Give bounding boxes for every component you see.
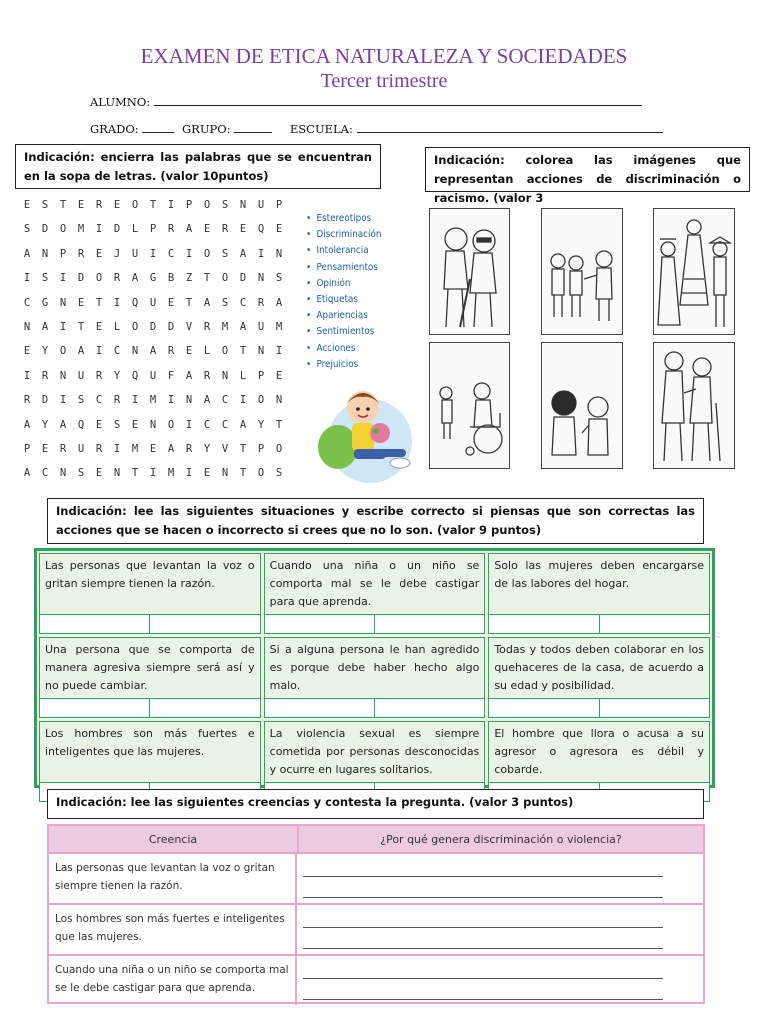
word-search-letter[interactable]: R bbox=[41, 369, 49, 382]
word-search-letter[interactable]: A bbox=[149, 345, 157, 358]
word-search-letter[interactable]: Y bbox=[41, 345, 49, 358]
word-search-letter[interactable]: E bbox=[131, 418, 139, 431]
word-search-row bbox=[18, 272, 288, 296]
situation-answer-row bbox=[40, 614, 260, 633]
word-search-letter[interactable]: E bbox=[203, 223, 211, 236]
word-search-row bbox=[18, 443, 288, 467]
word-search-letter[interactable]: A bbox=[203, 394, 211, 407]
situation-cell bbox=[264, 637, 486, 718]
alumno-field[interactable] bbox=[154, 94, 642, 106]
word-search-letter[interactable]: R bbox=[257, 296, 265, 309]
word-search-letter[interactable]: Y bbox=[41, 418, 49, 431]
belief-text: Los hombres son más fuertes e inteligentes que las mujeres. bbox=[49, 905, 297, 954]
word-search-grid[interactable] bbox=[18, 199, 288, 492]
situation-text: Cuando una niña o un niño se comporta mal se le debe castigar para que aprenda. bbox=[269, 559, 480, 608]
word-search-letter[interactable]: R bbox=[77, 247, 85, 260]
word-search-letter[interactable]: D bbox=[113, 223, 121, 236]
word-search-letter[interactable]: A bbox=[239, 320, 247, 333]
word-search-row bbox=[18, 248, 288, 272]
word-search-letter[interactable]: U bbox=[77, 442, 85, 455]
word-search-letter[interactable]: M bbox=[149, 394, 157, 407]
word-search-letter[interactable]: R bbox=[113, 272, 121, 285]
word-search-letter[interactable]: E bbox=[95, 247, 103, 260]
word-search-letter[interactable]: E bbox=[77, 296, 85, 309]
word-search-letter[interactable]: R bbox=[185, 442, 193, 455]
word-search-letter[interactable]: E bbox=[95, 320, 103, 333]
word-search-letter[interactable]: D bbox=[77, 272, 85, 285]
situation-text: El hombre que llora o acusa a su agresor o agresora es débil y cobarde. bbox=[494, 727, 704, 776]
word-search-letter[interactable]: I bbox=[113, 442, 121, 455]
word-search-letter[interactable]: P bbox=[275, 199, 283, 211]
word-search-letter[interactable]: P bbox=[257, 369, 265, 382]
beliefs-row bbox=[49, 905, 703, 956]
word-search-letter[interactable]: E bbox=[149, 442, 157, 455]
word-search-letter[interactable]: U bbox=[77, 369, 85, 382]
word-search-letter[interactable]: I bbox=[167, 199, 175, 211]
word-search-letter[interactable]: N bbox=[131, 345, 139, 358]
word-search-letter[interactable]: T bbox=[95, 296, 103, 309]
word-search-letter[interactable]: A bbox=[239, 247, 247, 260]
word-search-letter[interactable]: S bbox=[113, 418, 121, 431]
situation-text: La violencia sexual es siempre cometida por personas desconocidas y ocurre en lugares solitarios. bbox=[269, 727, 480, 776]
word-search-letter[interactable]: G bbox=[149, 272, 157, 285]
word-search-letter[interactable]: L bbox=[203, 345, 211, 358]
word-search-letter[interactable]: I bbox=[95, 345, 103, 358]
situation-cell bbox=[39, 637, 261, 718]
word-search-letter[interactable]: E bbox=[203, 467, 211, 480]
word-search-letter[interactable]: D bbox=[41, 223, 49, 236]
word-search-row bbox=[18, 321, 288, 345]
word-search-letter[interactable]: O bbox=[275, 442, 283, 455]
word-search-letter[interactable]: O bbox=[221, 345, 229, 358]
beliefs-col-question: ¿Por qué genera discriminación o violencia? bbox=[380, 832, 622, 846]
word-search-letter[interactable]: N bbox=[275, 394, 283, 407]
word-search-letter[interactable]: R bbox=[23, 394, 31, 407]
word-search-letter[interactable]: O bbox=[257, 394, 265, 407]
grupo-label: GRUPO: bbox=[182, 122, 231, 136]
grado-field[interactable] bbox=[142, 121, 174, 133]
word-search-letter[interactable]: U bbox=[131, 247, 139, 260]
word-search-letter[interactable]: D bbox=[41, 394, 49, 407]
word-search-letter[interactable]: A bbox=[23, 467, 31, 480]
word-search-letter[interactable]: P bbox=[257, 442, 265, 455]
word-search-letter[interactable]: N bbox=[185, 394, 193, 407]
word-search-letter[interactable]: C bbox=[203, 418, 211, 431]
situation-answer-row bbox=[265, 698, 485, 717]
exam-subtitle: Tercer trimestre bbox=[320, 70, 448, 92]
situation-answer-field[interactable] bbox=[265, 615, 375, 633]
alumno-label: ALUMNO: bbox=[90, 95, 151, 109]
word-search-letter[interactable]: I bbox=[23, 272, 31, 285]
indication-word-search: Indicación: encierra las palabras que se encuentran en la sopa de letras. (valor 10puntos) bbox=[15, 144, 381, 189]
situation-text: Todas y todos deben colaborar en los quehaceres de la casa, de acuerdo a su edad y posibilidad. bbox=[494, 643, 704, 692]
word-search-letter[interactable]: I bbox=[59, 394, 67, 407]
situation-answer-field[interactable] bbox=[265, 699, 375, 717]
situation-text: Solo las mujeres deben encargarse de las labores del hogar. bbox=[494, 559, 704, 590]
word-search-letter[interactable]: A bbox=[131, 272, 139, 285]
word-search-letter[interactable]: N bbox=[59, 369, 67, 382]
word-list-item: • Estereotipos bbox=[306, 211, 381, 227]
word-search-letter[interactable]: V bbox=[221, 442, 229, 455]
word-search-letter[interactable]: D bbox=[149, 320, 157, 333]
word-search-letter[interactable]: S bbox=[41, 272, 49, 285]
word-search-letter[interactable]: D bbox=[239, 272, 247, 285]
word-list-item: • Etiquetas bbox=[306, 292, 381, 308]
word-search-letter[interactable]: S bbox=[221, 247, 229, 260]
word-search-letter[interactable]: A bbox=[41, 320, 49, 333]
word-search-letter[interactable]: T bbox=[203, 272, 211, 285]
word-list-item: • Intolerancia bbox=[306, 243, 381, 259]
belief-answer[interactable] bbox=[297, 854, 703, 903]
word-search-letter[interactable]: R bbox=[203, 320, 211, 333]
word-search-letter[interactable]: E bbox=[167, 296, 175, 309]
word-search-letter[interactable]: A bbox=[167, 442, 175, 455]
word-search-letter[interactable]: T bbox=[239, 467, 247, 480]
word-list-item: • Discriminación bbox=[306, 227, 381, 243]
word-search-letter[interactable]: V bbox=[185, 320, 193, 333]
word-search-letter[interactable]: E bbox=[41, 442, 49, 455]
word-search-letter[interactable]: T bbox=[275, 418, 283, 431]
word-search-letter[interactable]: B bbox=[167, 272, 175, 285]
word-list-item: • Acciones bbox=[306, 341, 381, 357]
word-search-letter[interactable]: E bbox=[113, 199, 121, 211]
word-search-letter[interactable]: I bbox=[149, 467, 157, 480]
beliefs-header-row bbox=[49, 826, 703, 854]
word-search-row bbox=[18, 345, 288, 369]
word-search-letter[interactable]: U bbox=[257, 320, 265, 333]
word-search-letter[interactable]: E bbox=[23, 345, 31, 358]
word-search-letter[interactable]: Y bbox=[203, 442, 211, 455]
word-search-letter[interactable]: E bbox=[77, 199, 85, 211]
situations-table bbox=[34, 548, 715, 788]
situation-cell bbox=[264, 553, 486, 634]
word-list bbox=[306, 211, 381, 373]
children-blind-girl-image[interactable] bbox=[429, 208, 510, 335]
situation-answer-field[interactable] bbox=[40, 699, 150, 717]
situation-cell bbox=[488, 637, 710, 718]
word-search-letter[interactable]: Y bbox=[257, 418, 265, 431]
word-search-letter[interactable]: E bbox=[275, 369, 283, 382]
word-list-item: • Pensamientos bbox=[306, 260, 381, 276]
word-search-letter[interactable]: N bbox=[257, 272, 265, 285]
word-search-row bbox=[18, 297, 288, 321]
word-search-letter[interactable]: T bbox=[239, 442, 247, 455]
word-search-letter[interactable]: A bbox=[59, 418, 67, 431]
word-search-letter[interactable]: O bbox=[131, 199, 139, 211]
word-search-letter[interactable]: A bbox=[185, 369, 193, 382]
word-search-letter[interactable]: I bbox=[257, 247, 265, 260]
word-search-letter[interactable]: R bbox=[95, 199, 103, 211]
beliefs-row bbox=[49, 854, 703, 905]
word-search-letter[interactable]: R bbox=[221, 223, 229, 236]
word-search-letter[interactable]: N bbox=[59, 467, 67, 480]
word-search-letter[interactable]: R bbox=[59, 442, 67, 455]
children-pointing-image[interactable] bbox=[541, 208, 623, 335]
word-search-row bbox=[18, 467, 288, 491]
word-search-letter[interactable]: N bbox=[59, 296, 67, 309]
word-search-letter[interactable]: C bbox=[23, 296, 31, 309]
word-search-row bbox=[18, 223, 288, 247]
word-search-letter[interactable]: I bbox=[239, 394, 247, 407]
word-search-letter[interactable]: O bbox=[95, 272, 103, 285]
word-search-letter[interactable]: P bbox=[59, 247, 67, 260]
word-search-letter[interactable]: R bbox=[113, 394, 121, 407]
child-illustration bbox=[308, 383, 416, 483]
word-search-letter[interactable]: F bbox=[167, 369, 175, 382]
word-search-letter[interactable]: N bbox=[221, 369, 229, 382]
elderly-couple-image[interactable] bbox=[653, 342, 735, 469]
word-search-letter[interactable]: I bbox=[59, 320, 67, 333]
situation-answer-field[interactable] bbox=[489, 615, 599, 633]
word-search-letter[interactable]: Q bbox=[131, 296, 139, 309]
word-search-letter[interactable]: J bbox=[113, 247, 121, 260]
word-list-item: • Sentimientos bbox=[306, 324, 381, 340]
word-search-letter[interactable]: C bbox=[41, 467, 49, 480]
word-search-letter[interactable]: P bbox=[23, 442, 31, 455]
situation-text: Los hombres son más fuertes e inteligentes que las mujeres. bbox=[45, 727, 255, 758]
word-search-letter[interactable]: R bbox=[203, 369, 211, 382]
word-search-letter[interactable]: R bbox=[95, 442, 103, 455]
situation-text: Las personas que levantan la voz o gritan siempre tienen la razón. bbox=[45, 559, 255, 590]
word-search-letter[interactable]: I bbox=[113, 296, 121, 309]
exam-title: EXAMEN DE ETICA NATURALEZA Y SOCIEDADES bbox=[140, 44, 628, 68]
word-search-letter[interactable]: R bbox=[167, 223, 175, 236]
word-search-letter[interactable]: O bbox=[131, 320, 139, 333]
situation-answer-field[interactable] bbox=[150, 615, 259, 633]
word-search-letter[interactable]: N bbox=[257, 345, 265, 358]
word-search-letter[interactable]: A bbox=[23, 247, 31, 260]
word-search-letter[interactable]: R bbox=[167, 345, 175, 358]
word-search-letter[interactable]: R bbox=[95, 369, 103, 382]
word-search-letter[interactable]: I bbox=[185, 418, 193, 431]
word-search-letter[interactable]: Q bbox=[257, 223, 265, 236]
belief-answer[interactable] bbox=[297, 905, 703, 954]
word-search-letter[interactable]: L bbox=[131, 223, 139, 236]
word-search-letter[interactable]: A bbox=[185, 223, 193, 236]
word-search-letter[interactable]: E bbox=[239, 223, 247, 236]
grado-label: GRADO: bbox=[90, 122, 139, 136]
belief-text: Las personas que levantan la voz o gritan siempre tienen la razón. bbox=[49, 854, 297, 903]
word-search-letter[interactable]: T bbox=[149, 199, 157, 211]
word-search-letter[interactable]: M bbox=[77, 223, 85, 236]
traditional-dress-women-image[interactable] bbox=[653, 208, 735, 335]
situation-answer-field[interactable] bbox=[150, 699, 259, 717]
word-search-letter[interactable]: N bbox=[221, 467, 229, 480]
beliefs-row bbox=[49, 956, 703, 1005]
word-search-letter[interactable]: C bbox=[167, 247, 175, 260]
situation-answer-row bbox=[40, 698, 260, 717]
word-search-letter[interactable]: I bbox=[185, 247, 193, 260]
word-search-letter[interactable]: S bbox=[77, 394, 85, 407]
word-search-letter[interactable]: I bbox=[149, 247, 157, 260]
beliefs-table bbox=[47, 824, 705, 1004]
alumno-row bbox=[90, 94, 642, 109]
indication-situations: Indicación: lee las siguientes situaciones y escribe correcto si piensas que son correctas las acciones que se hacen o incorrecto si crees que no lo son. (valor 9 puntos) bbox=[47, 498, 704, 544]
word-search-letter[interactable]: P bbox=[185, 199, 193, 211]
situation-answer-row bbox=[489, 698, 709, 717]
word-search-letter[interactable]: E bbox=[275, 223, 283, 236]
word-search-letter[interactable]: O bbox=[221, 272, 229, 285]
word-search-letter[interactable]: O bbox=[167, 418, 175, 431]
word-list-item: • Opinión bbox=[306, 276, 381, 292]
word-search-letter[interactable]: L bbox=[239, 369, 247, 382]
word-search-letter[interactable]: C bbox=[113, 345, 121, 358]
word-list-item: • Apariencias bbox=[306, 308, 381, 324]
word-search-letter[interactable]: N bbox=[113, 467, 121, 480]
word-search-letter[interactable]: A bbox=[77, 345, 85, 358]
situation-cell bbox=[488, 553, 710, 634]
word-search-letter[interactable]: T bbox=[239, 345, 247, 358]
word-search-letter[interactable]: S bbox=[221, 199, 229, 211]
word-search-letter[interactable]: C bbox=[239, 296, 247, 309]
escuela-field[interactable] bbox=[357, 121, 663, 133]
word-search-letter[interactable]: I bbox=[167, 394, 175, 407]
word-search-letter[interactable]: N bbox=[239, 199, 247, 211]
word-search-row bbox=[18, 394, 288, 418]
belief-answer[interactable] bbox=[297, 956, 703, 1005]
word-search-letter[interactable]: U bbox=[257, 199, 265, 211]
word-search-letter[interactable]: N bbox=[275, 247, 283, 260]
word-search-letter[interactable]: O bbox=[59, 345, 67, 358]
word-search-letter[interactable]: G bbox=[41, 296, 49, 309]
word-search-letter[interactable]: E bbox=[95, 467, 103, 480]
wheelchair-child-image[interactable] bbox=[429, 342, 510, 469]
word-search-letter[interactable]: Q bbox=[131, 369, 139, 382]
word-search-letter[interactable]: I bbox=[131, 394, 139, 407]
belief-text: Cuando una niña o un niño se comporta mal se le debe castigar para que aprenda. bbox=[49, 956, 297, 1005]
word-search-letter[interactable]: A bbox=[239, 418, 247, 431]
word-search-row bbox=[18, 199, 288, 223]
word-search-letter[interactable]: I bbox=[275, 345, 283, 358]
grupo-field[interactable] bbox=[234, 121, 272, 133]
word-search-letter[interactable]: S bbox=[23, 223, 31, 236]
word-search-letter[interactable]: T bbox=[59, 199, 67, 211]
situation-answer-row bbox=[265, 614, 485, 633]
situation-answer-field[interactable] bbox=[489, 699, 599, 717]
word-search-letter[interactable]: Y bbox=[113, 369, 121, 382]
word-search-letter[interactable]: M bbox=[167, 467, 175, 480]
word-search-row bbox=[18, 370, 288, 394]
indication-beliefs: Indicación: lee las siguientes creencias y contesta la pregunta. (valor 3 puntos) bbox=[47, 789, 704, 819]
word-search-letter[interactable]: C bbox=[95, 394, 103, 407]
word-search-letter[interactable]: M bbox=[131, 442, 139, 455]
word-search-letter[interactable]: T bbox=[185, 296, 193, 309]
beliefs-col-creencia: Creencia bbox=[49, 826, 299, 852]
word-search-letter[interactable]: I bbox=[185, 467, 193, 480]
situation-text: Si a alguna persona le han agredido es porque debe haber hecho algo malo. bbox=[269, 643, 480, 692]
word-search-letter[interactable]: Z bbox=[185, 272, 193, 285]
word-search-letter[interactable]: U bbox=[149, 296, 157, 309]
situation-answer-field[interactable] bbox=[375, 615, 484, 633]
situation-text: Una persona que se comporta de manera agresiva siempre será así y no puede cambiar. bbox=[45, 643, 255, 692]
word-search-letter[interactable]: C bbox=[221, 394, 229, 407]
situation-answer-field[interactable] bbox=[600, 699, 709, 717]
word-search-letter[interactable]: A bbox=[23, 418, 31, 431]
grado-row bbox=[90, 121, 663, 136]
word-search-letter[interactable]: C bbox=[221, 418, 229, 431]
word-search-letter[interactable]: N bbox=[41, 247, 49, 260]
escuela-label: ESCUELA: bbox=[289, 122, 353, 136]
word-search-letter[interactable]: T bbox=[131, 467, 139, 480]
word-search-letter[interactable]: P bbox=[149, 223, 157, 236]
two-boys-image[interactable] bbox=[541, 342, 623, 469]
word-search-letter[interactable]: A bbox=[203, 296, 211, 309]
situation-answer-field[interactable] bbox=[40, 615, 150, 633]
word-search-letter[interactable]: M bbox=[275, 320, 283, 333]
word-search-letter[interactable]: O bbox=[203, 247, 211, 260]
word-search-letter[interactable]: N bbox=[23, 320, 31, 333]
word-search-row bbox=[18, 419, 288, 443]
word-search-letter[interactable]: T bbox=[77, 320, 85, 333]
word-search-letter[interactable]: S bbox=[275, 467, 283, 480]
word-search-letter[interactable]: I bbox=[95, 223, 103, 236]
situation-answer-field[interactable] bbox=[600, 615, 709, 633]
word-search-letter[interactable]: E bbox=[95, 418, 103, 431]
word-search-letter[interactable]: E bbox=[23, 199, 31, 211]
word-search-letter[interactable]: S bbox=[77, 467, 85, 480]
word-search-letter[interactable]: M bbox=[221, 320, 229, 333]
word-search-letter[interactable]: O bbox=[59, 223, 67, 236]
word-search-letter[interactable]: S bbox=[41, 199, 49, 211]
word-search-letter[interactable]: I bbox=[23, 369, 31, 382]
word-search-letter[interactable]: E bbox=[185, 345, 193, 358]
word-search-letter[interactable]: S bbox=[275, 272, 283, 285]
word-search-letter[interactable]: S bbox=[221, 296, 229, 309]
indication-color-images: Indicación: colorea las imágenes que representan acciones de discriminación o racismo. (valor 3 bbox=[425, 147, 750, 192]
word-search-letter[interactable]: D bbox=[167, 320, 175, 333]
word-search-letter[interactable]: U bbox=[149, 369, 157, 382]
situation-answer-row bbox=[489, 614, 709, 633]
word-list-item: • Prejuicios bbox=[306, 357, 381, 373]
situation-cell bbox=[39, 553, 261, 634]
word-search-letter[interactable]: N bbox=[149, 418, 157, 431]
word-search-letter[interactable]: L bbox=[113, 320, 121, 333]
word-search-letter[interactable]: O bbox=[257, 467, 265, 480]
situation-answer-field[interactable] bbox=[375, 699, 484, 717]
word-search-letter[interactable]: I bbox=[59, 272, 67, 285]
word-search-letter[interactable]: A bbox=[275, 296, 283, 309]
word-search-letter[interactable]: O bbox=[203, 199, 211, 211]
word-search-letter[interactable]: Q bbox=[77, 418, 85, 431]
